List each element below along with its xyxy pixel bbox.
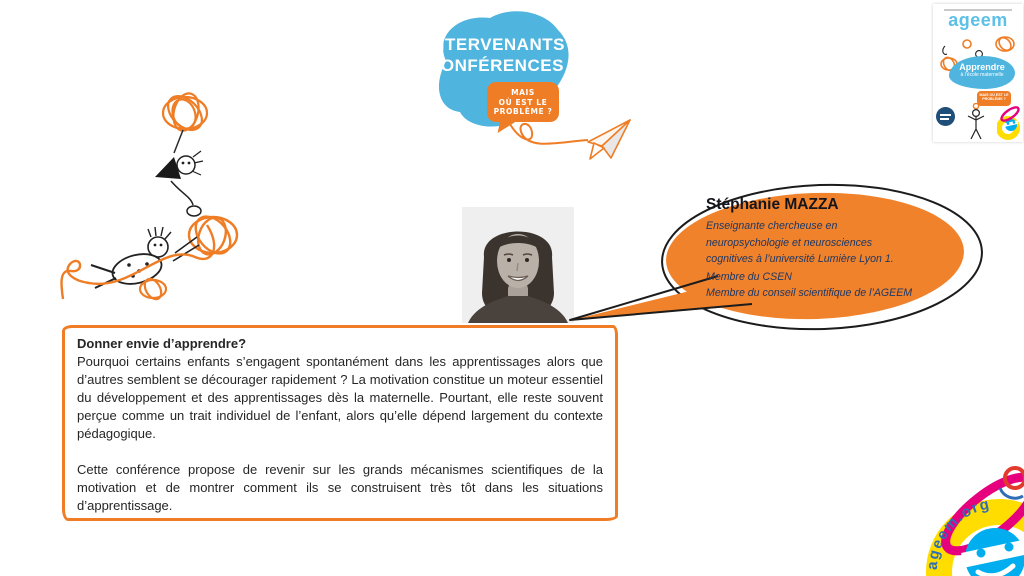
hanging-figure-doodle: [155, 151, 203, 179]
poster-mini-ageem-logo: [997, 104, 1021, 140]
question-line: PROBLÈME ?: [493, 107, 553, 116]
abstract-paragraph-1: Pourquoi certains enfants s’engagent spontanément dans les apprentissages alors que d’autres semblent se décourager rapidement ? La motivation constitue un moteur essentiel du développement et des apprentissages dès la maternelle. Pourtant, elle reste souvent perçue comme un trait individuel de l’enfant, alors qu’elle dépend largement du contexte pédagogique.: [77, 354, 603, 441]
poster-blue-blob: [949, 56, 1015, 89]
speaker-name: Stéphanie MAZZA: [706, 196, 839, 213]
poster-blob-title: Apprendre: [959, 62, 1005, 72]
ageem-poster: [933, 4, 1023, 142]
abstract-box: [62, 325, 618, 521]
abstract-heading: Donner envie d’apprendre?: [77, 336, 247, 351]
question-line: MAIS: [511, 88, 535, 97]
speaker-role-line: Membre du conseil scientifique de l’AGEEM: [706, 287, 913, 300]
page-title-line2: CONFÉRENCES: [428, 56, 564, 75]
page-title-line1: INTERVENANTS: [427, 35, 565, 54]
speaker-role-line: Membre du CSEN: [706, 270, 792, 283]
poster-question-bubble: MAIS OÙ EST LE PROBLÈME ?: [977, 91, 1011, 106]
speaker-role-line: cognitives à l’université Lumière Lyon 1.: [706, 253, 894, 266]
poster-stick-figure: [963, 103, 989, 141]
page-title: [418, 34, 574, 76]
speaker-role-line: neuropsychologie et neurosciences: [706, 236, 873, 249]
question-line: OÙ EST LE: [498, 97, 548, 107]
ageem-logo: ageem: [948, 10, 1008, 30]
paper-plane-icon: [498, 112, 638, 164]
ageem-org-text: ageem.org: [923, 495, 992, 571]
speaker-info: [706, 196, 974, 302]
swinging-child-doodle: [91, 227, 199, 289]
speaker-photo: [462, 207, 574, 323]
ageem-org-logo: [902, 464, 1024, 576]
speaker-role-line: Enseignante chercheuse en: [706, 220, 838, 232]
poster-blob-subtitle: à l’école maternelle: [960, 72, 1004, 78]
poster-circle-badge: [936, 107, 955, 126]
abstract-paragraph-2: Cette conférence propose de revenir sur les grands mécanismes scientifiques de la motivation et de montrer comment ils se construisent très tôt dans les situations d’apprentissage.: [77, 462, 603, 513]
child-swing-doodle-illustration: [45, 85, 245, 303]
